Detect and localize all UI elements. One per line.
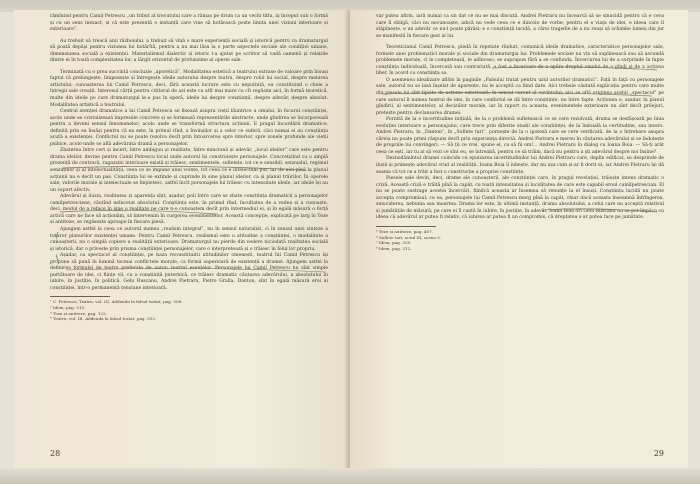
footnote: ² Idem, pag. 510.	[50, 305, 86, 311]
left-paragraph: Au trebuit să treacă anii războiului, a trebuit să vină o mare experiență socială și istorică pentru ca dramaturgul să poată depăși pentru viziunea lui hotărîtă, pentru a nu mai lăsa la o parte aspectele sociale ale condiției umane, dimensiunea socială a existenței. Materialismul dialectic și istoric l-a ajutat pe scriitor să vadă oamenii și relațiile dintre ei în toată complexitatea lor, a lărgit orizontul de profunzime al operei sale.	[50, 38, 328, 64]
footnote: ⁸ Idem, pag. 312.	[376, 245, 412, 251]
footnote: ⁷ Idem, pag. 309.	[376, 240, 412, 246]
left-paragraph: Ajungem astfel la ceea ce autorul numea „realism integral”, nu în sensul naturalist, ci în sensul unei sinteze a tuturor planurilor existenței umane. Pentru Camil Petrescu, realismul este o atitudine a conștiinței, o modalitate a cunoașterii, nu o simplă copiere a realității exterioare. Dramaturgul nu pierde din vedere niciodată realitatea socială și istorică, dar o privește prin prisma conștiinței personajelor, care o interpretează și o trăiesc în felul lor propriu.	[50, 226, 328, 252]
book-cover-edge-bottom	[0, 468, 700, 484]
footnote-rule	[376, 226, 436, 227]
footnote: ³ Teze și antiteze, pag. 122.	[50, 310, 108, 316]
left-page-text	[50, 14, 328, 322]
right-paragraph: Teoreticianul Camil Petrescu, pledă în repetate rînduri, comunică ideile dramatice, caracteristice personajelor sale, formele unei problematici morale și sociale din dramaturgia lui. Problemele sociale nu vin să suplinească sau să ascundă problemele morale, ci le completează, le adîncesc; se suprapun fără a se confunda. Încercarea lui de a surprinde în fapte conștiința individuală, încercată sau contrariată, a fost o încercare de a apăra dreptul omului de a gîndi și de a acționa liber, în acord cu conștiința sa.	[376, 45, 664, 77]
right-paragraph: Pornită de la o incertitudine inițială, de la o problemă sufletească ce se cere rezolvată, drama se desfășoară pe linia evoluției interioare a personajului, care trece prin diferite stadii ale conștiinței, de la îndoială la certitudine, sau invers. Andrei Pietraru, în „Danton”, în „Suflete tari”, pornește de la o ipoteză care se cere verificată, de la o întrebare asupra căreia nu poate primi răspuns decît prin experiența directă. Andrei Pietraru e mereu în căutarea adevărului și se îndoiește de propriile lui convingeri. — Să ții ce vrei, spune el, ca să fii om!... Andrei Pietraru în dialog cu Ioana Boia. — Să-ți arăt ceea ce ești, iar tu ai să vezi ce sînt eu, se întreabă, pentru ce să trăim, dacă nu pentru a ști adevărul despre noi înșine?	[376, 117, 664, 155]
left-page-number: 28	[50, 449, 61, 458]
right-page-text	[376, 14, 664, 251]
left-paragraph: Terminată cu o prea succintă concluzie „aporetică”, Modalitatea estetică a teatrului extrase de valoare prin însuși faptul că prelungește, limpezește și întregește ideile autorului despre teatru, despre rolul lui social, despre menirea artistului; cunoașterea lui Camil Petrescu, deci, fără această lucrare este cu neputință, ea constituind o cheie a întregii sale creații. Interesul cărții pentru cititorul de azi este cu atît mai mare cu cît regăsim aici, în formă teoretică, multe din ideile pe care dramaturgul le-a pus în operă, ideile lui despre conștiință, despre adevăr, despre absolut. Modalitatea artistică a teatrului.	[50, 69, 328, 108]
left-paragraph: Adevărul și iluzia, realitatea și aparența sînt, așadar, poli între care se zbate conștiința dramatică a personajelor camilpetresciene, căutînd neîncetat absolutul. Conștiința este, în primul rînd, facultatea de a vedea și a cunoaște, deci, modul de a reface în sine o realitate pe care n-o cunoaștem decît prin intermediul ei, și în egală măsură o forță activă care ne face să acționăm, să intervenim în curgerea evenimentelor. Această concepție, explicată pe larg în Teze și antiteze, se regăsește aproape în fiecare piesă.	[50, 194, 328, 226]
left-paragraph: Așadar, ca spectacol al conștiinței, pe baza reconstituirii atitudinilor omenești, teatrul lui Camil Petrescu își propune să pună în lumină tocmai conflictele morale, ca formă superioară de existență a dramei. Ajungem astfel la definirea formulei de teatru preferate de autor: teatrul esențelor. Personajele lui Camil Petrescu nu sînt simple purtătoare de idei, ci ființe vii, cu o conștiință puternică, ce trăiesc dramatic căutarea adevărului, a absolutului în iubire, în justiție, în politică. Gelu Ruscanu, Andrei Pietraru, Pietro Gralla, Danton, sînt în egală măsură eroi ai conștiinței, într-o permanentă tensiune interioară.	[50, 253, 328, 291]
footnote: ⁴ Teatru, vol. III, Addenda la falsul tratat, pag. 512.	[50, 316, 157, 322]
footnote: ⁵ Teze și antiteze, pag. 407.	[376, 228, 434, 234]
right-paragraph: var putea afirm, iară numai ca un dat ce nu se mai discută. Andrei Pietraru nu încearcă să se sinucidă pentru că e ceva care îl obligă, căci nu necunoaște, adică nu vede ceea ce e dincolo de vorbe; pentru el e viața de idei, e ideea care îl stăpînește, e un adevăr ce nu-l poate părăsi; e o conștiință lucidă, a cărei tragedie de a nu reuși să schimbe lumea din jur se manifestă în fiecare gest al lui.	[376, 14, 664, 39]
footnote: ¹ C. Petrescu, Teatru, vol. III, Addenda la falsul tratat, pag. 508.	[50, 299, 183, 305]
right-paragraph: Piesele sale devin, deci, drame ale cunoașterii, ale conștiinței care, în pragul revelației, trăiește intens dramatic o criză. Această criză e trăită pînă la capăt, cu toată intensitatea și luciditatea de care este capabil eroul camilpetrescian. El nu se poate sustrage acestei încercări, fiindcă aceasta ar însemna să renunțe la el însuși. Conștiința lucidă nu poate accepta compromisul; cu ea, personajele lui Camil Petrescu merg pînă la capăt, chiar dacă aceasta înseamnă înfrîngerea, sinuciderea, nebunia sau moartea. Drama lor este, în ultimă instanță, drama absolutului, a celui care nu acceptă relativul și jumătățile de măsură; pe care ei îl caută în iubire, în justiție, în adevăr. Ioana Boia ori Gelu Ruscanu nu se pot împăca cu ideea că adevărul ar putea fi relativ, că iubirea ar putea fi un compromis, că dreptatea s-ar putea face pe jumătate.	[376, 176, 664, 221]
right-footnotes	[376, 229, 664, 251]
right-paragraph: O asemenea idealizare aflăm în paginile „Falsului tratat pentru uzul autorilor dramatici”. Față în față cu personajele sale, autorul nu se lasă înșelat de aparențe, nu le acceptă ca fiind date. Aici trebuie căutată explicația pentru care multe din piesele lui sînt lipsite de acțiune exterioară, în sensul curent al cuvîntului; aici se află originea acelui „spectacol” pe care autorul îl numea teatrul de idei, în care conflictul se dă între conștiințe, nu între fapte. Acțiunea e, așadar, în planul gîndirii, al sentimentelor, al deciziilor morale, iar în raport cu aceasta, evenimentele exterioare nu sînt decît prilejuri, pretexte pentru declanșarea dramei.	[376, 77, 664, 116]
left-footnotes	[50, 299, 328, 321]
left-paragraph: rămînind pentru Camil Petrescu „un tribut al trecutului care a rămas pe drum ca un vechi titlu, la început sub o formă și cu un sens inexact, și că este prezentă o instanță care vine să hotărască peste limita unei viziuni interioare și exterioare”.	[50, 14, 328, 33]
footnote-rule	[50, 296, 110, 297]
right-paragraph: Deznodămîntul dramei coincide cu epuizarea incertitudinilor lui Andrei Pietraru care, deplin edificat, se desprinde de iluzii și primește adevărul crud al realității. Ioana Boia îl iubește, dar nu așa cum și-ar fi dorit el; iar Andrei Pietraru își dă seama că tot ce a trăit a fost o construcție a propriei conștiințe.	[376, 156, 664, 175]
left-paragraph: Zbaterea între cert și incert, între ambiguu și realitate, între minciună și adevăr, „locul ideilor” care este pentru drama ideilor, devine pentru Camil Petrescu locul unde autorul își construiește personajele. Concretizînd cu o amplă prezență de contrarii, ragazzini interioare există și trăiesc, sentimentele, sufletele, tot ce e sensibil, senzualul, regimul senzațiilor și al intelectualității, ceea ce se impune unei voințe, tot ceea ce e intelectual pur, iar de aici pînă la planul acțiunii nu e decît un pas. Conștiința lui se extinde și cuprinde în sine planul ideilor, ca și planul trăirilor. În operele sale, valorile morale și intelectuale se împletesc, astfel încît personajele lui trăiesc cu intensitate ideile, iar ideile își au un suport afectiv.	[50, 148, 328, 193]
right-page-number: 29	[653, 449, 664, 458]
footnote: ⁶ Suflete tari, actul III, scena 3.	[376, 234, 442, 240]
left-paragraph: Centrul atenției dramatice a lui Camil Petrescu se fixează asupra vieții lăuntrice a omului, în focarul conștiinței, acolo unde se cristalizează impresiile concrete și se formează reprezentările abstracte, unde gîndirea se încorporează pentru a deveni sensul fenomenelor; acolo unde se transformă structura acțiunii. E pragul încordării dramatice, definită prin ea însăși pentru că ea este, în primul rînd, a învinșilor și a celor ce suferă, căci numai ei au conștiința acută a existenței. Conflictul nu se poate rezolva decît prin întoarcerea spre interior, spre zonele profunde ale vieții psihice, acolo unde se află adevărata dramă a personajelor.	[50, 109, 328, 147]
